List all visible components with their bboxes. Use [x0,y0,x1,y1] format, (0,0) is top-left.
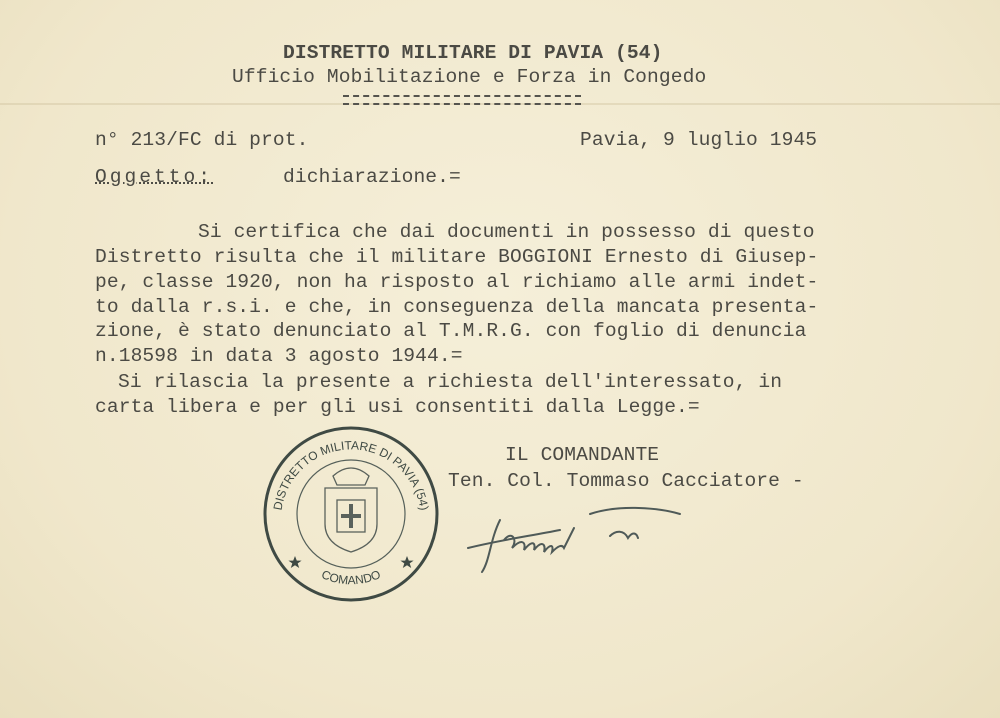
header-office: Ufficio Mobilitazione e Forza in Congedo [232,66,707,88]
signatory-title: IL COMANDANTE [505,444,660,466]
body-line: pe, classe 1920, non ha risposto al richiamo alle armi indet- [95,271,819,293]
star-icon [400,556,413,568]
body-line: to dalla r.s.i. e che, in conseguenza della mancata presenta- [95,296,819,318]
header-separator [343,95,581,105]
coat-of-arms-icon [325,468,377,552]
body-line: Distretto risulta che il militare BOGGIONI Ernesto di Giusep- [95,246,819,268]
handwritten-signature [460,500,700,580]
body-line: Si certifica che dai documenti in possesso di questo [198,221,815,243]
signatory-name: Ten. Col. Tommaso Cacciatore - [448,470,804,492]
header-district: DISTRETTO MILITARE DI PAVIA (54) [283,42,663,64]
subject-text: dichiarazione.= [283,166,461,188]
place-date: Pavia, 9 luglio 1945 [580,129,818,151]
body-line: n.18598 in data 3 agosto 1944.= [95,345,463,367]
stamp-bottom-text: COMANDO [319,567,383,588]
body-line: carta libera e per gli usi consentiti dalla Legge.= [95,396,700,418]
body-line: zione, è stato denunciato al T.M.R.G. con foglio di denuncia [95,320,807,342]
body-line: Si rilascia la presente a richiesta dell'interessato, in [118,371,783,393]
star-icon [288,556,301,568]
protocol-number: n° 213/FC di prot. [95,129,309,151]
official-stamp [263,426,439,602]
stamp-top-text: DISTRETTO MILITARE DI PAVIA (54) [270,438,432,512]
subject-label: Oggetto: [95,166,214,188]
svg-text:COMANDO [319,567,382,587]
